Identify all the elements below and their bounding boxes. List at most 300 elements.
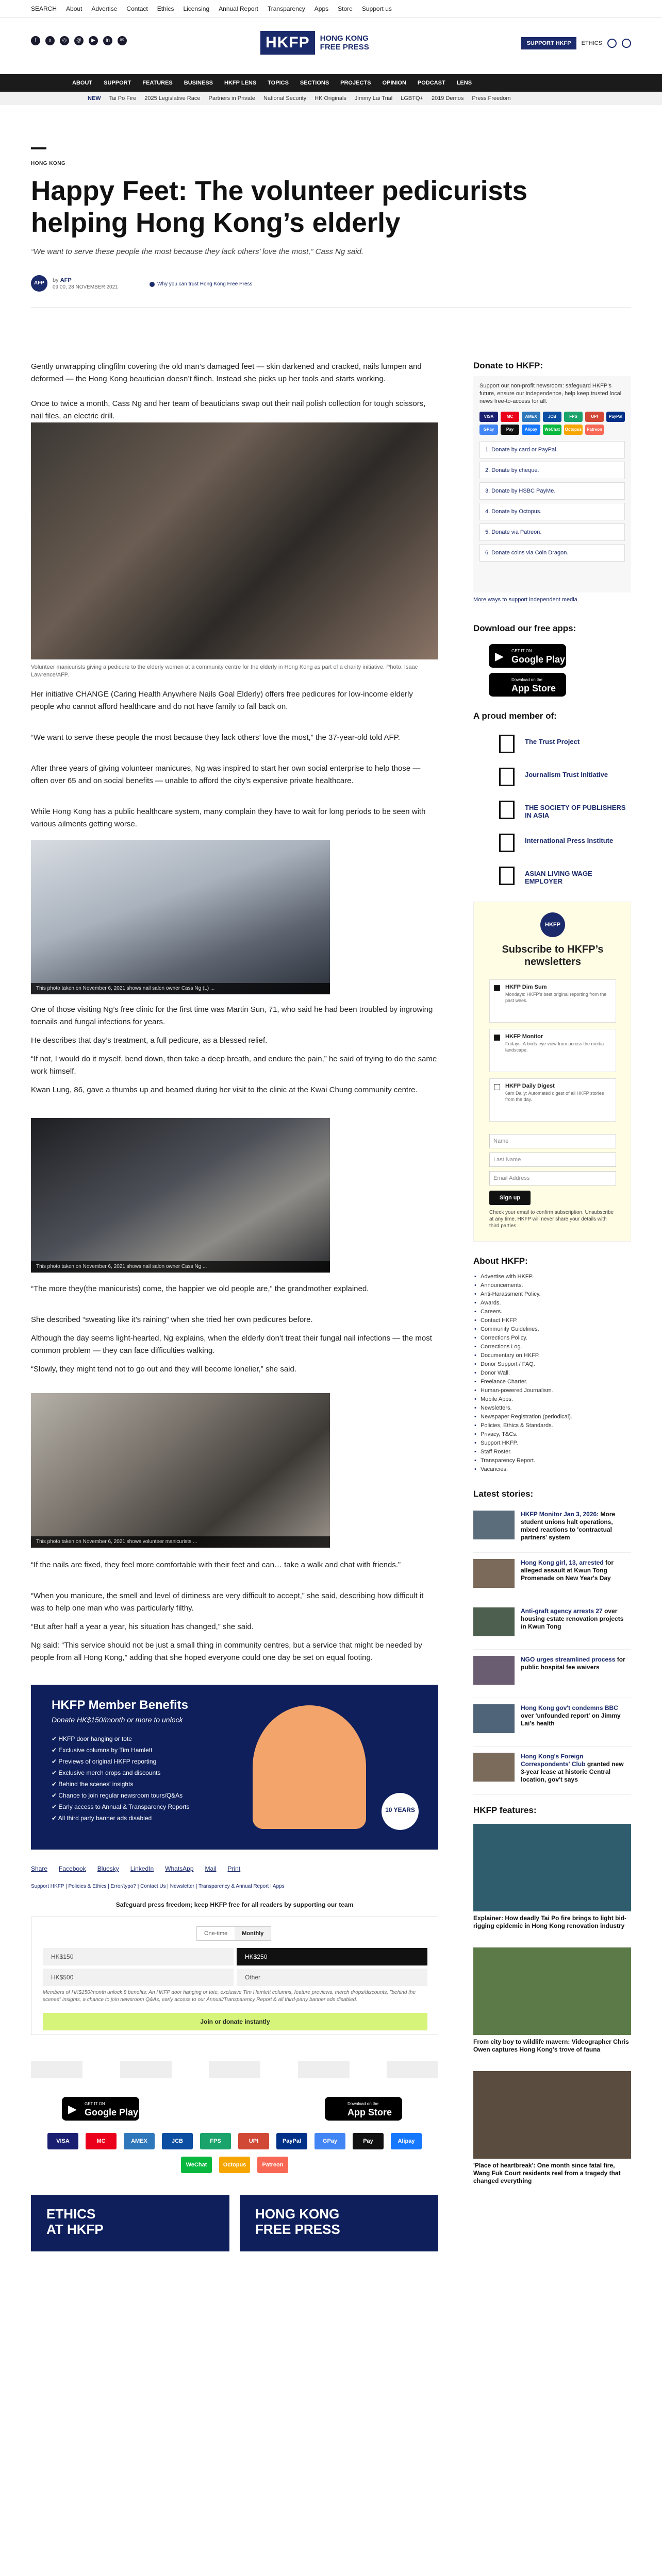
newsletter-box (473, 902, 631, 1242)
newsletter-note: Check your email to confirm subscription. Unsubscribe at any time. HKFP will never share your details with third parties. (489, 1210, 614, 1229)
about-link[interactable]: • Community Guidelines. (473, 1325, 631, 1334)
support-hkfp-button[interactable]: SUPPORT HKFP (521, 37, 576, 49)
donate-method-item[interactable]: 5. Donate via Patreon. (479, 523, 625, 541)
about-link[interactable]: • Human-powered Journalism. (473, 1386, 631, 1395)
story-headline[interactable] (521, 1511, 629, 1541)
story-headline[interactable] (521, 1753, 629, 1784)
play-icon: ▶ (68, 2103, 77, 2115)
story-headline-rest: over 'unfounded report' on Jimmy Lai's health (521, 1712, 621, 1727)
about-link[interactable]: • Vacancies. (473, 1465, 631, 1474)
about-link[interactable]: • Awards. (473, 1299, 631, 1308)
member-name: The Trust Project (525, 738, 580, 745)
story-headline-lead: HKFP Monitor Jan 3, 2026: (521, 1511, 599, 1518)
story-headline-rest: More student unions halt operations, mixed reactions to 'contractual partners' system (521, 1511, 616, 1541)
newsletter-option[interactable] (489, 1078, 616, 1122)
member-logo-mark (499, 834, 515, 852)
about-link[interactable]: • Documentary on HKFP. (473, 1351, 631, 1360)
monthly-toggle[interactable]: Monthly (235, 1927, 271, 1940)
benefit-item: ✔ Exclusive merch drops and discounts (52, 1769, 161, 1776)
ethics-line-1: ETHICS (46, 2206, 96, 2222)
story-headline[interactable] (521, 1704, 629, 1727)
paragraph: He describes that day’s treatment, a full pedicure, as a blessed relief. (31, 1036, 268, 1045)
payment-visa-icon: VISA (479, 412, 498, 422)
top-utility-bar (0, 0, 662, 18)
story-headline[interactable] (521, 1607, 629, 1631)
nav-item[interactable]: PROJECTS (340, 80, 371, 86)
payment-upi-icon: UPI (238, 2133, 269, 2149)
store-big-text: App Store (511, 683, 556, 693)
newsletter-desc: Mondays: HKFP's best original reporting from the past week. (505, 992, 607, 1003)
hkfp-promo[interactable] (240, 2195, 438, 2251)
member-logo-mark (499, 735, 515, 753)
latest-story[interactable] (473, 1700, 631, 1747)
payment-amex-icon: AMEX (522, 412, 540, 422)
linkedin-icon[interactable]: in (103, 36, 112, 45)
member-name: International Press Institute (525, 837, 614, 844)
utility-links (31, 5, 392, 12)
nav-item[interactable]: LENS (456, 80, 472, 86)
story-thumbnail[interactable] (473, 1559, 515, 1588)
join-donate-button[interactable]: Join or donate instantly (43, 2013, 427, 2030)
benefit-item: ✔ Early access to Annual & Transparency Reports (52, 1803, 190, 1810)
ethics-link[interactable]: ETHICS (581, 40, 602, 46)
paragraph: “If not, I would do it myself, bend down, then take a deep breath, and endure the pain,” he said of trying to do the same work himself. (31, 1055, 437, 1076)
byline-text (53, 277, 118, 290)
publish-date: 09:00, 28 NOVEMBER 2021 (53, 284, 118, 290)
getty-embed-1[interactable] (31, 840, 330, 994)
payment-wechat-icon: WeChat (181, 2157, 212, 2173)
about-link[interactable]: • Corrections Log. (473, 1343, 631, 1351)
instagram-icon[interactable]: ◎ (60, 36, 69, 45)
donation-tier[interactable]: HK$250 (237, 1948, 427, 1965)
getty-embed-3[interactable] (31, 1393, 330, 1548)
about-heading: About HKFP: (473, 1256, 528, 1266)
benefit-item: ✔ Previews of original HKFP reporting (52, 1758, 157, 1765)
about-link[interactable]: • Donor Wall. (473, 1369, 631, 1378)
donate-method-item[interactable]: 4. Donate by Octopus. (479, 503, 625, 520)
article-headline: Happy Feet: The volunteer pedicurists helping Hong Kong’s elderly (31, 176, 528, 238)
author-avatar: AFP (31, 275, 47, 292)
getty-caption: This photo taken on November 6, 2021 shows volunteer manicurists ... (31, 1536, 330, 1548)
payment-jcb-icon: JCB (543, 412, 561, 422)
paragraph: “But after half a year a year, his situation has changed,” she said. (31, 1622, 254, 1631)
store-small-text: GET IT ON (85, 2102, 105, 2106)
donate-heading: Donate to HKFP: (473, 361, 543, 370)
payment-gpay-icon: GPay (315, 2133, 345, 2149)
sub-nav-item[interactable]: Jimmy Lai Trial (354, 95, 393, 101)
features-heading: HKFP features: (473, 1805, 537, 1815)
utility-link[interactable]: Contact (126, 5, 148, 12)
utility-link[interactable]: Store (338, 5, 353, 12)
first-name-field[interactable]: Name (489, 1134, 616, 1148)
paragraph: Although the day seems light-hearted, Ng explains, when the elderly don’t treat their fungal nail infections — the most common problem — they can face difficulties walking. (31, 1334, 432, 1355)
ethics-promo[interactable] (31, 2195, 229, 2251)
site-logo[interactable] (260, 31, 369, 55)
logo-text (320, 34, 369, 52)
payment-fps-icon: FPS (200, 2133, 231, 2149)
donate-method-item[interactable]: 2. Donate by cheque. (479, 462, 625, 479)
about-link[interactable]: • Mobile Apps. (473, 1395, 631, 1404)
feature-headline[interactable]: Explainer: How deadly Tai Po fire brings to light bid-rigging epidemic in Hong Kong renovation industry (473, 1914, 627, 1929)
about-link[interactable]: • Contact HKFP. (473, 1316, 631, 1325)
feature-story[interactable] (473, 2071, 631, 2185)
signup-button[interactable]: Sign up (489, 1191, 531, 1205)
share-link[interactable]: LinkedIn (130, 1865, 154, 1872)
about-link[interactable]: • Staff Roster. (473, 1448, 631, 1456)
member-logo[interactable] (473, 732, 631, 764)
store-big-text: Google Play (85, 2107, 139, 2117)
payment-fps-icon: FPS (564, 412, 583, 422)
search-icon[interactable] (607, 39, 617, 48)
paragraph: “The more they(the manicurists) come, the happier we old people are,” the grandmother explained. (31, 1284, 369, 1293)
member-logo[interactable] (473, 765, 631, 796)
one-time-toggle[interactable]: One-time (204, 1930, 228, 1937)
main-nav (0, 74, 662, 92)
logo-line-1: HONG KONG (320, 34, 369, 43)
story-headline-rest: over housing estate renovation projects in Kwun Tong (521, 1607, 624, 1630)
app-store-button[interactable] (489, 673, 566, 697)
story-thumbnail[interactable] (473, 1656, 515, 1685)
payment-wechat-icon: WeChat (543, 425, 561, 435)
member-logo[interactable] (473, 798, 631, 829)
sub-nav-item[interactable]: Tai Po Fire (109, 95, 137, 101)
donation-tier[interactable]: HK$150 (43, 1948, 234, 1965)
member-logo-mark (499, 867, 515, 885)
payment-amex-icon: AMEX (124, 2133, 155, 2149)
donate-methods (473, 441, 631, 562)
apps-heading: Download our free apps: (473, 623, 576, 633)
payment-icons (473, 412, 631, 435)
byline-by: by (53, 277, 59, 283)
trust-link-label: Why you can trust Hong Kong Free Press (157, 281, 253, 287)
member-benefits-banner[interactable] (31, 1685, 438, 1850)
benefits-subtitle: Donate HK$150/month or more to unlock (52, 1716, 183, 1724)
nav-item[interactable]: SUPPORT (104, 80, 131, 86)
about-link[interactable]: • Transparency Report. (473, 1456, 631, 1465)
utility-link[interactable]: Support us (361, 5, 392, 12)
sub-nav-item[interactable]: LGBTQ+ (401, 95, 423, 101)
frequency-toggle (196, 1926, 271, 1941)
info-icon (150, 282, 155, 287)
getty-embed-2[interactable] (31, 1118, 330, 1273)
share-link[interactable]: Print (227, 1865, 241, 1872)
utility-link[interactable]: Annual Report (219, 5, 258, 12)
benefit-item: ✔ Behind the scenes' insights (52, 1781, 134, 1788)
facebook-icon[interactable]: f (31, 36, 40, 45)
social-links (31, 36, 127, 45)
about-link[interactable]: • Freelance Charter. (473, 1378, 631, 1386)
benefit-item: ✔ Chance to join regular newsroom tours/Q&As (52, 1792, 183, 1799)
about-list (473, 1273, 631, 1474)
member-name: Journalism Trust Initiative (525, 771, 608, 778)
ethics-line-2: AT HKFP (46, 2222, 104, 2237)
safeguard-message: Safeguard press freedom; keep HKFP free for all readers by supporting our team (115, 1901, 354, 1908)
benefits-title: HKFP Member Benefits (52, 1698, 188, 1712)
payment-pay-icon: Pay (501, 425, 519, 435)
google-play-button[interactable] (489, 644, 566, 668)
nav-item[interactable]: SECTIONS (300, 80, 329, 86)
newsletter-name: HKFP Monitor (505, 1033, 543, 1040)
anniversary-badge: 10 YEARS (382, 1793, 419, 1830)
google-play-badge-bottom[interactable] (62, 2097, 139, 2121)
header-divider (31, 307, 631, 308)
payment-paypal-icon: PayPal (606, 412, 625, 422)
story-headline-lead: Hong Kong girl, 13, arrested (521, 1559, 604, 1566)
masthead (0, 18, 662, 74)
last-name-field[interactable]: Last Name (489, 1153, 616, 1167)
store-small-text: Download on the (347, 2102, 379, 2106)
payment-mc-icon: MC (501, 412, 519, 422)
about-link[interactable]: • Announcements. (473, 1281, 631, 1290)
paragraph: After three years of giving volunteer manicures, Ng was inspired to start her own social enterprise to help those — often over 65 and on social benefits — unable to afford the city’s expensive private healthcare. (31, 764, 421, 785)
payment-octopus-icon: Octopus (564, 425, 583, 435)
story-headline-lead: Anti-graft agency arrests 27 (521, 1607, 603, 1615)
utility-link[interactable]: Licensing (183, 5, 210, 12)
paragraph: Her initiative CHANGE (Caring Health Anywhere Nails Goal Elderly) offers free pedicures for low-income elderly people who cannot afford healthcare and do not have family to fall back on. (31, 690, 413, 711)
paragraph: “We want to serve these people the most because they lack others’ love the most,” the 37-year-old told AFP. (31, 733, 400, 742)
newsletter-checkbox[interactable] (494, 985, 500, 991)
hkfp-line-1: HONG KONG (255, 2206, 340, 2222)
paragraph: Gently unwrapping clingfilm covering the old man’s damaged feet — skin darkened and cracked, nails lumpen and deformed — the Hong Kong beautician doesn’t flinch. Instead she picks up her tools and starts working. (31, 362, 422, 383)
share-link[interactable]: Share (31, 1865, 48, 1872)
store-big-text: App Store (347, 2107, 392, 2117)
utility-link[interactable]: About (66, 5, 82, 12)
latest-story[interactable] (473, 1652, 631, 1698)
payment-octopus-icon: Octopus (219, 2157, 250, 2173)
member-heading: A proud member of: (473, 711, 557, 721)
youtube-icon[interactable]: ▶ (89, 36, 98, 45)
story-headline-rest: for public hospital fee waivers (521, 1656, 625, 1671)
benefit-item: ✔ Exclusive columns by Tim Hamlett (52, 1747, 153, 1754)
story-thumbnail[interactable] (473, 1753, 515, 1782)
donate-method-item[interactable]: 6. Donate coins via Coin Dragon. (479, 544, 625, 562)
nav-item[interactable]: FEATURES (142, 80, 173, 86)
donation-tiers (43, 1948, 427, 1986)
nav-item[interactable]: PODCAST (417, 80, 445, 86)
ipi-logo[interactable] (298, 2061, 350, 2078)
masthead-actions (521, 37, 631, 49)
email-icon[interactable]: ✉ (118, 36, 127, 45)
paragraph: She described “sweating like it’s raining” when she tried her own pedicures before. (31, 1315, 313, 1324)
newsletter-option[interactable] (489, 979, 616, 1023)
about-link[interactable]: • Support HKFP. (473, 1439, 631, 1448)
latest-story[interactable] (473, 1603, 631, 1650)
donate-text[interactable]: Support our non-profit newsroom: safeguard HKFP’s future, ensure our independence, help keep trusted local news free-to-access for all. (479, 383, 622, 404)
nav-item[interactable]: ABOUT (72, 80, 93, 86)
sub-nav-item[interactable]: Partners in Private (208, 95, 255, 101)
section-rule (31, 147, 46, 149)
about-link[interactable]: • Donor Support / FAQ. (473, 1360, 631, 1369)
sub-nav-item[interactable]: 2025 Legislative Race (144, 95, 201, 101)
share-link[interactable]: Bluesky (97, 1865, 119, 1872)
donation-tier[interactable]: Other (237, 1969, 427, 1986)
payment-pay-icon: Pay (353, 2133, 384, 2149)
feature-story[interactable] (473, 1947, 631, 2054)
story-thumbnail[interactable] (473, 1704, 515, 1733)
donate-method-item[interactable]: 1. Donate by card or PayPal. (479, 441, 625, 459)
jti-logo[interactable] (120, 2061, 172, 2078)
hkfp-badge: HKFP (540, 912, 565, 937)
sopa-logo[interactable] (209, 2061, 260, 2078)
app-store-button[interactable] (325, 2097, 402, 2121)
feature-headline[interactable]: 'Place of heartbreak': One month since fatal fire, Wang Fuk Court residents reel from a tragedy that changed everything (473, 2162, 621, 2184)
utility-link[interactable]: Transparency (267, 5, 305, 12)
donate-method-item[interactable]: 3. Donate by HSBC PayMe. (479, 482, 625, 500)
google-play-button[interactable] (62, 2097, 139, 2121)
paragraph: While Hong Kong has a public healthcare system, many complain they have to wait for long periods to be seen with various ailments getting worse. (31, 807, 426, 828)
about-link[interactable]: • Policies, Ethics & Standards. (473, 1421, 631, 1430)
logo-line-2: FREE PRESS (320, 43, 369, 52)
feature-image[interactable] (473, 1947, 631, 2035)
payment-alipay-icon: Alipay (391, 2133, 422, 2149)
member-logo[interactable] (473, 831, 631, 862)
feature-headline[interactable]: From city boy to wildlife mavern: Videographer Chris Owen captures Hong Kong's trove of fauna (473, 2038, 629, 2053)
store-big-text: Google Play (511, 654, 566, 665)
nav-item[interactable]: OPINION (382, 80, 406, 86)
store-small-text: Download on the (511, 677, 543, 682)
payment-paypal-icon: PayPal (276, 2133, 307, 2149)
trust-project-logo[interactable] (31, 2061, 82, 2078)
sub-nav (0, 92, 662, 105)
member-name: ASIAN LIVING WAGE EMPLOYER (525, 870, 592, 885)
living-wage-logo[interactable] (387, 2061, 438, 2078)
account-icon[interactable] (622, 39, 631, 48)
sub-nav-item[interactable]: HK Originals (315, 95, 346, 101)
share-links (31, 1865, 240, 1872)
payment-patreon-icon: Patreon (257, 2157, 288, 2173)
paragraph: “If the nails are fixed, they feel more comfortable with their feet and can… take a walk and chat with friends.” (31, 1561, 401, 1569)
trust-link[interactable] (150, 281, 253, 287)
newsletter-title: Subscribe to HKFP’s newsletters (502, 944, 604, 968)
bottom-promo-tiles (31, 2195, 438, 2251)
utility-link[interactable]: Apps (314, 5, 329, 12)
story-headline-lead: Hong Kong gov't condemns BBC (521, 1704, 618, 1711)
latest-story[interactable] (473, 1749, 631, 1795)
share-link[interactable]: Mail (205, 1865, 217, 1872)
logo-mark: HKFP (260, 31, 315, 55)
story-thumbnail[interactable] (473, 1511, 515, 1539)
sub-nav-items (88, 95, 511, 101)
paragraph: One of those visiting Ng’s free clinic for the first time was Martin Sun, 71, who said he had been troubled by ingrowing toenails and fungal infections for years. (31, 1005, 433, 1026)
store-small-text: GET IT ON (511, 649, 532, 653)
paragraph: Ng said: “This service should not be just a small thing in community centres, but a service that might be needed by people from all Hong Kong,” adding that she hoped everyone could one day be set on equal footing. (31, 1641, 422, 1662)
email-field[interactable]: Email Address (489, 1171, 616, 1185)
member-name: THE SOCIETY OF PUBLISHERS IN ASIA (525, 804, 626, 819)
member-logo-mark (499, 768, 515, 786)
app-store-badge-bottom[interactable] (325, 2097, 402, 2121)
about-link[interactable]: • Privacy, T&Cs. (473, 1430, 631, 1439)
payment-jcb-icon: JCB (162, 2133, 193, 2149)
story-headline-lead: NGO urges streamlined process (521, 1656, 616, 1663)
utility-link[interactable]: SEARCH (31, 5, 57, 12)
payment-patreon-icon: Patreon (585, 425, 604, 435)
about-link[interactable]: • Advertise with HKFP. (473, 1273, 631, 1281)
nav-item[interactable]: TOPICS (268, 80, 289, 86)
newsletter-desc: 6am Daily: Automated digest of all HKFP stories from the day. (505, 1091, 604, 1102)
getty-caption: This photo taken on November 6, 2021 shows nail salon owner Cass Ng (L) ... (31, 983, 330, 994)
newsletter-name: HKFP Daily Digest (505, 1083, 555, 1089)
newsletter-option[interactable] (489, 1029, 616, 1072)
paragraph: “When you manicure, the smell and level of dirtiness are very difficult to accept,” she said, describing how difficult it was to help one man who was particularly filthy. (31, 1591, 424, 1613)
story-headline-rest: for alleged assault at Kwun Tong Promenade on New Year's Day (521, 1559, 614, 1582)
newsletter-name: HKFP Dim Sum (505, 984, 547, 990)
about-link[interactable]: • Anti-Harassment Policy. (473, 1290, 631, 1299)
about-link[interactable]: • Careers. (473, 1308, 631, 1316)
payment-alipay-icon: Alipay (522, 425, 540, 435)
newsletter-checkbox[interactable] (494, 1084, 500, 1090)
story-headline[interactable] (521, 1656, 629, 1671)
latest-story[interactable] (473, 1506, 631, 1553)
about-link[interactable]: • Newspaper Registration (periodical). (473, 1413, 631, 1421)
story-thumbnail[interactable] (473, 1607, 515, 1636)
payment-upi-icon: UPI (585, 412, 604, 422)
share-link[interactable]: Facebook (59, 1865, 86, 1872)
mascot-illustration (253, 1705, 366, 1829)
newsletter-checkbox[interactable] (494, 1035, 500, 1041)
paragraph: Once to twice a month, Cass Ng and her team of beauticians swap out their nail polish collection for tough scissors, nail files, an electric drill. (31, 399, 426, 420)
article-deck: “We want to serve these people the most because they lack others’ love the most,” Cass Ng said. (31, 247, 364, 256)
payment-mc-icon: MC (86, 2133, 117, 2149)
article-kicker[interactable]: HONG KONG (31, 161, 66, 166)
byline (31, 275, 118, 292)
twitter-icon[interactable]: x (45, 36, 55, 45)
feature-image[interactable] (473, 1824, 631, 1911)
benefit-item: ✔ All third party banner ads disabled (52, 1815, 152, 1822)
donate-blurb: Members of HK$150/month unlock 8 benefits: An HKFP door hanging or tote, exclusive Tim Hamlett columns, feature previews, merch drops/discounts, "behind the scenes" insights, a chance to join newsroom Q&As, early access to our Annual/Transparency Report & all third-party banner ads disabled. (43, 1990, 416, 2003)
donation-tier[interactable]: HK$500 (43, 1969, 234, 1986)
newsletter-desc: Fridays: A birds-eye view from across the media landscape. (505, 1041, 604, 1053)
about-link[interactable]: • Newsletters. (473, 1404, 631, 1413)
donate-panel (31, 1917, 438, 2035)
latest-story[interactable] (473, 1555, 631, 1601)
nav-item[interactable]: BUSINESS (184, 80, 213, 86)
sub-nav-item[interactable]: 2019 Demos (431, 95, 464, 101)
story-headline-lead: Hong Kong's Foreign Correspondents' Club (521, 1753, 586, 1768)
paragraph: Kwan Lung, 86, gave a thumbs up and beamed during her visit to the clinic at the Kwai Chung community centre. (31, 1086, 418, 1094)
donate-box (473, 376, 631, 592)
about-link[interactable]: • Corrections Policy. (473, 1334, 631, 1343)
main-nav-items (72, 80, 472, 86)
article-footer-links[interactable]: Support HKFP | Policies & Ethics | Error/typo? | Contact Us | Newsletter | Transparency & Annual Report | Apps (31, 1884, 285, 1889)
payment-gpay-icon: GPay (479, 425, 498, 435)
utility-link[interactable]: Ethics (157, 5, 174, 12)
nav-item[interactable]: HKFP LENS (224, 80, 257, 86)
threads-icon[interactable]: @ (74, 36, 84, 45)
bottom-member-logos (31, 2061, 438, 2078)
latest-heading: Latest stories: (473, 1489, 534, 1499)
bottom-payment-icons (31, 2133, 438, 2173)
article-photo-1[interactable] (31, 422, 438, 659)
paragraph: “Slowly, they might tend not to go out and they will become lonelier,” she said. (31, 1365, 297, 1374)
member-logo[interactable] (473, 863, 631, 895)
feature-image[interactable] (473, 2071, 631, 2159)
story-headline[interactable] (521, 1559, 629, 1582)
sub-nav-item[interactable]: National Security (263, 95, 307, 101)
new-badge: NEW (88, 95, 101, 101)
share-link[interactable]: WhatsApp (165, 1865, 194, 1872)
more-ways-link[interactable]: More ways to support independent media. (473, 597, 579, 603)
author-link[interactable]: AFP (60, 277, 72, 283)
feature-story[interactable] (473, 1824, 631, 1930)
sub-nav-item[interactable]: Press Freedom (472, 95, 511, 101)
member-logo-mark (499, 801, 515, 819)
story-headline-rest: granted new 3-year lease at historic Central location, gov't says (521, 1760, 624, 1783)
benefit-item: ✔ HKFP door hanging or tote (52, 1735, 132, 1742)
play-icon: ▶ (495, 650, 504, 663)
hkfp-line-2: FREE PRESS (255, 2222, 340, 2237)
utility-link[interactable]: Advertise (91, 5, 118, 12)
getty-caption: This photo taken on November 6, 2021 shows nail salon owner Cass Ng ... (31, 1261, 330, 1273)
